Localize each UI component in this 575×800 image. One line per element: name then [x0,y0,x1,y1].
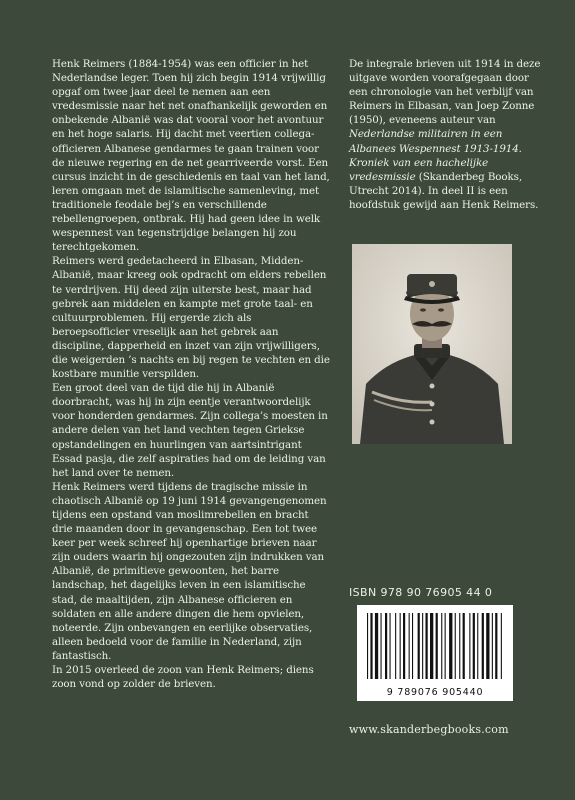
barcode-bar [412,613,413,679]
barcode-bar [367,613,368,679]
barcode-bar [441,613,442,679]
barcode-bar [486,613,489,679]
barcode-bar [495,613,497,679]
edition-note-part-1: De integrale brieven uit 1914 in deze uitgave worden voorafgegaan door een chronologie van het verblijf van Reimers in Elbasan, van Joep Zonne (1950), eveneens auteur van [349,58,541,127]
barcode [357,605,513,701]
paragraph-gendarmes: Een groot deel van de tijd die hij in Albanië doorbracht, was hij in zijn eentje verantwoordelijk voor honderden gendarmes. Zijn collega’s moesten in andere delen van het land vechten tegen Griekse opstandelingen en huurlingen van aartsintrigant Essad pasja, die zelf aspiraties had om de leiding van het land over te nemen. [52,382,328,479]
barcode-bar [400,613,401,679]
barcode-bar [449,613,452,679]
barcode-digits: 9 789076 905440 [386,687,484,698]
barcode-bar [463,613,465,679]
paragraph-captivity: Henk Reimers werd tijdens de tragische missie in chaotisch Albanië op 19 juni 1914 gevangengenomen tijdens een opstand van moslimrebellen en bracht drie maanden door in gevangenschap. Een tot twee keer per week schreef hij openhartige brieven naar zijn ouders waarin hij ongezouten zijn indrukken van Albanië, de primitieve gewoonten, het barre landschap, het dagelijks leven in een islamitische stad, de maaltijden, zijn Albanese officieren en soldaten en alle andere dingen die hem opvielen, noteerde. Zijn onbevangen en eerlijke observaties, alleen bedoeld voor de familie in Nederland, zijn fantastisch. [52,480,327,662]
barcode-bar [445,613,446,679]
barcode-bar [501,613,502,679]
barcode-bar [409,613,410,679]
barcode-bar [426,613,428,679]
paragraph-elbasan: Reimers werd gedetacheerd in Elbasan, Midden-Albanië, maar kreeg ook opdracht om elders rebellen te verdrijven. Hij deed zijn uiterste best, maar had gebrek aan middelen en kampte met grote taal- en cultuurproblemen. Hij ergerde zich als beroepsofficier vreselijk aan het gebrek aan discipline, dapperheid en inzet van zijn vrijwilligers, die weigerden ’s nachts en bij regen te vechten en die kostbare munitie verspilden. [52,255,330,381]
barcode-bar [477,613,478,679]
barcode-bar [482,613,484,679]
barcode-bar [459,613,460,679]
barcode-bar [395,613,396,679]
edition-note-part-2: (Skanderbeg Books, Utrecht 2014). In deel II is een hoofdstuk gewijd aan Henk Reimers. [349,170,539,211]
barcode-bar [473,613,475,679]
paragraph-letters-found: In 2015 overleed de zoon van Henk Reimers; diens zoon vond op zolder de brieven. [52,664,314,691]
paragraph-intro: Henk Reimers (1884-1954) was een officier in het Nederlandse leger. Toen hij zich begin 1914 vrijwillig opgaf om twee jaar deel te nemen aan een vredesmissie naar het net onafhankelijk geworden en onbekende Albanië was dat vooral voor het avontuur en het hoge salaris. Hij dacht met veertien collega-officieren Albanese gendarmes te gaan trainen voor de nieuwe regering en de net gearriveerde vorst. Een cursus inzicht in de geschiedenis en taal van het land, leren omgaan met de islamitische samenleving, met traditionele feodale bej’s en verschillende rebellengroepen, ontbrak. Hij had geen idee in welk wespennest van tegenstrijdige belangen hij zou terechtgekomen. [52,58,330,254]
back-cover-text [52,57,330,691]
book-title: Nederlandse militairen in een Albanees Wespennest 1913-1914. Kroniek van een hachelijke vredesmissie [349,128,522,183]
barcode-bar [430,613,433,679]
barcode-bar [370,613,372,679]
barcode-bar [469,613,470,679]
barcode-bar [492,613,493,679]
barcode-bar [403,613,405,679]
barcode-bar [381,613,382,679]
isbn-number: ISBN 978 90 76905 44 0 [349,586,493,599]
portrait-photo [352,244,512,444]
publisher-website: www.skanderbegbooks.com [349,723,509,736]
barcode-bar [385,613,387,679]
barcode-bar [436,613,438,679]
barcode-bar [418,613,420,679]
barcode-bars [357,605,513,685]
officer-portrait-illustration [352,244,512,444]
barcode-bar [390,613,391,679]
edition-note [349,57,541,212]
barcode-bar [375,613,378,679]
barcode-bar [422,613,423,679]
barcode-bar [455,613,456,679]
